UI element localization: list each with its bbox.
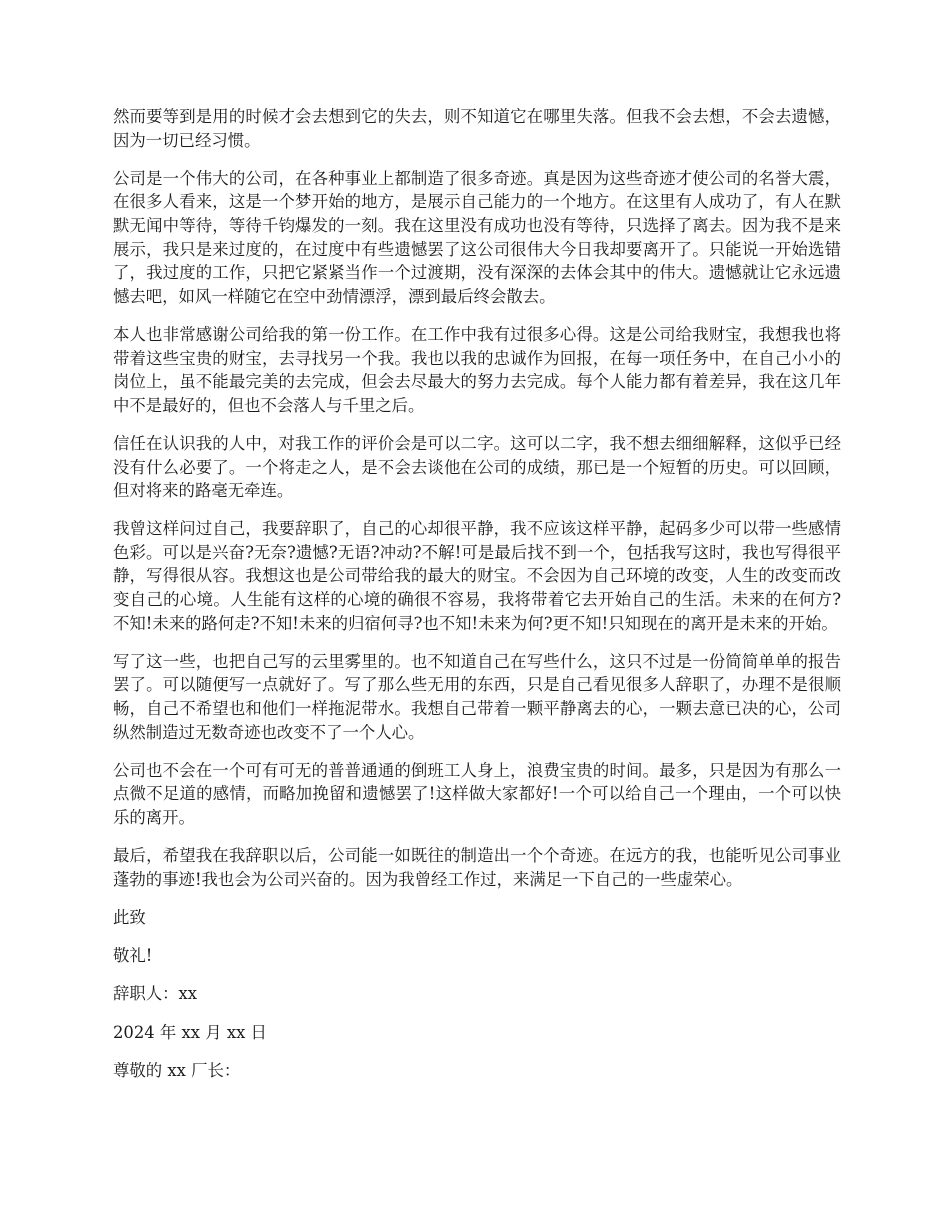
closing-regards: 敬礼!	[113, 946, 153, 966]
closing-salutation: 此致	[113, 907, 146, 927]
paragraph-6: 写了这一些，也把自己写的云里雾里的。也不知道自己在写些什么，这只不过是一份简简单单的报告罢了。可以随便写一点就好了。写了那么些无用的东西，只是自己看见很多人辞职了，办理不是很顺畅，自己不希望也和他们一样拖泥带水。我想自己带着一颗平静离去的心，一颗去意已决的心，公司纵然制造过无数奇迹也改变不了一个人心。	[113, 651, 841, 742]
paragraph-8: 最后，希望我在我辞职以后，公司能一如既往的制造出一个个奇迹。在远方的我，也能听见公司事业蓬勃的事迹!我也会为公司兴奋的。因为我曾经工作过，来满足一下自己的一些虚荣心。	[113, 846, 841, 889]
paragraph-1: 然而要等到是用的时候才会去想到它的失去，则不知道它在哪里失落。但我不会去想，不会去遗憾，因为一切已经习惯。	[113, 107, 841, 150]
paragraph-5: 我曾这样问过自己，我要辞职了，自己的心却很平静，我不应该这样平静，起码多少可以带一些感情色彩。可以是兴奋?无奈?遗憾?无语?冲动?不解!可是最后找不到一个，包括我写这时，我也写得很平静，写得很从容。我想这也是公司带给我的最大的财宝。不会因为自己环境的改变，人生的改变而改变自己的心境。人生能有这样的心境的确很不容易，我将带着它去开始自己的生活。未来的在何方?不知!未来的路何走?不知!未来的归宿何寻?也不知!未来为何?更不知!只知现在的离开是未来的开始。	[113, 519, 841, 633]
paragraph-2: 公司是一个伟大的公司，在各种事业上都制造了很多奇迹。真是因为这些奇迹才使公司的名誉大震，在很多人看来，这是一个梦开始的地方，是展示自己能力的一个地方。在这里有人成功了，有人在默默无闻中等待，等待千钧爆发的一刻。我在这里没有成功也没有等待，只选择了离去。因为我不是来展示，我只是来过度的，在过度中有些遗憾罢了这公司很伟大今日我却要离开了。只能说一开始选错了，我过度的工作，只把它紧紧当作一个过渡期，没有深深的去体会其中的伟大。遗憾就让它永远遗憾去吧，如风一样随它在空中劲情漂浮，漂到最后终会散去。	[113, 168, 841, 306]
paragraph-3: 本人也非常感谢公司给我的第一份工作。在工作中我有过很多心得。这是公司给我财宝，我想我也将带着这些宝贵的财宝，去寻找另一个我。我也以我的忠诚作为回报，在每一项任务中，在自己小小的岗位上，虽不能最完美的去完成，但会去尽最大的努力去完成。每个人能力都有着差异，我在这几年中不是最好的，但也不会落人与千里之后。	[113, 324, 841, 415]
signature-line: 辞职人：xx	[113, 984, 198, 1004]
document-body	[113, 105, 841, 1082]
greeting-line: 尊敬的 xx 厂长：	[113, 1060, 241, 1080]
paragraph-4: 信任在认识我的人中，对我工作的评价会是可以二字。这可以二字，我不想去细细解释，这似乎已经没有什么必要了。一个将走之人，是不会去谈他在公司的成绩，那已是一个短暂的历史。可以回顾，但对将来的路毫无牵连。	[113, 433, 841, 501]
paragraph-7: 公司也不会在一个可有可无的普普通通的倒班工人身上，浪费宝贵的时间。最多，只是因为有那么一点微不足道的感情，而略加挽留和遗憾罢了!这样做大家都好!一个可以给自己一个理由，一个可以快乐的离开。	[113, 760, 841, 827]
date-line: 2024 年 xx 月 xx 日	[113, 1022, 267, 1042]
